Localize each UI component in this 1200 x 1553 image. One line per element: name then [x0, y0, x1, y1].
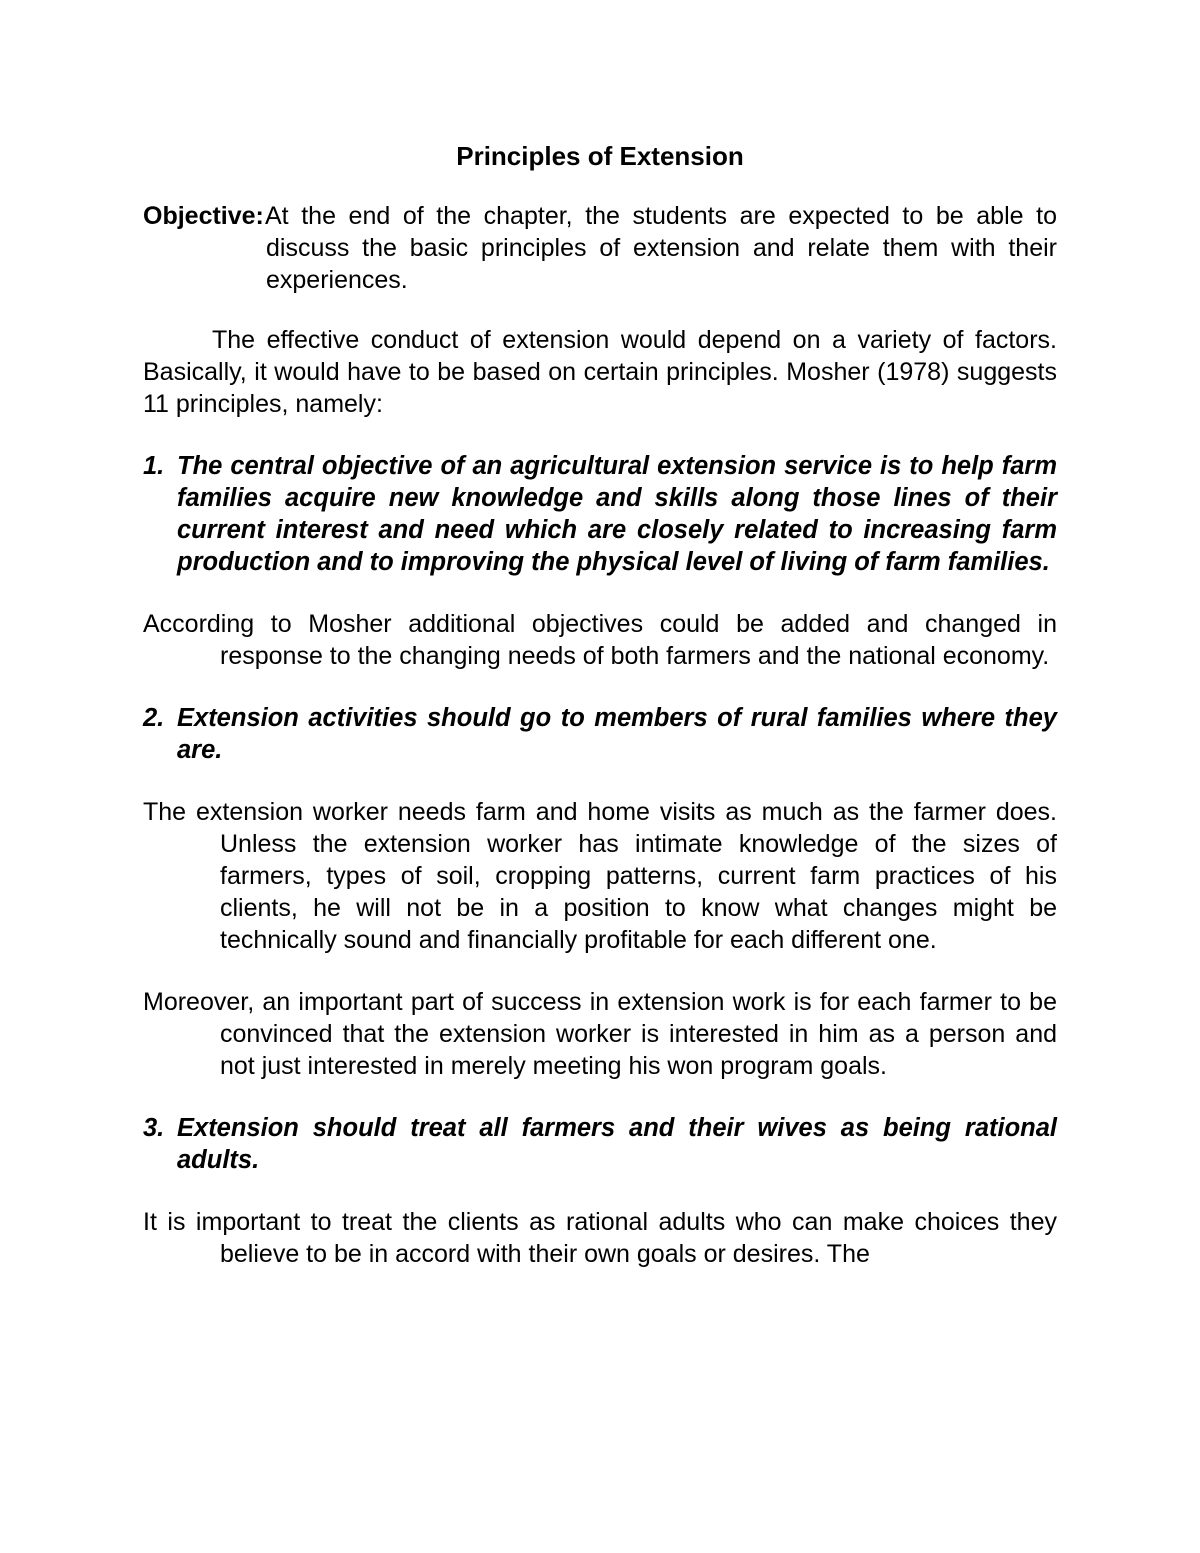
objective-label: Objective: [143, 202, 264, 230]
principle-text: The central objective of an agricultural extension service is to help farm families acquire new knowledge and skills along those lines of their current interest and need which are closely related to increasing farm production and to improving the physical level of living of farm families. [177, 452, 1057, 576]
paragraph-rational-adults: It is important to treat the clients as rational adults who can make choices they believe to be in accord with their own goals or desires. The [143, 1208, 1057, 1268]
objective-block [143, 200, 1057, 296]
principle-number: 1. [143, 452, 165, 480]
principle-text: Extension should treat all farmers and their wives as being rational adults. [177, 1114, 1057, 1174]
principle-2 [143, 702, 1057, 766]
document-title: Principles of Extension [456, 141, 744, 171]
principle-3 [143, 1112, 1057, 1176]
principle-number: 2. [143, 704, 165, 732]
intro-paragraph: The effective conduct of extension would depend on a variety of factors. Basically, it would have to be based on certain principles. Mosher (1978) suggests 11 principles, namely: [143, 326, 1057, 418]
principle-1 [143, 450, 1057, 578]
paragraph-mosher-objectives: According to Mosher additional objectives could be added and changed in response to the changing needs of both farmers and the national economy. [143, 610, 1057, 670]
principle-text: Extension activities should go to members of rural families where they are. [177, 704, 1057, 764]
principle-number: 3. [143, 1114, 165, 1142]
objective-text: At the end of the chapter, the students are expected to be able to discuss the basic principles of extension and relate them with their experiences. [265, 202, 1057, 294]
document-page [143, 140, 1057, 1300]
paragraph-success: Moreover, an important part of success in extension work is for each farmer to be convinced that the extension worker is interested in him as a person and not just interested in merely meeting his won program goals. [143, 988, 1057, 1080]
paragraph-farm-visits: The extension worker needs farm and home visits as much as the farmer does. Unless the extension worker has intimate knowledge of the sizes of farmers, types of soil, cropping patterns, current farm practices of his clients, he will not be in a position to know what changes might be technically sound and financially profitable for each different one. [143, 798, 1057, 954]
